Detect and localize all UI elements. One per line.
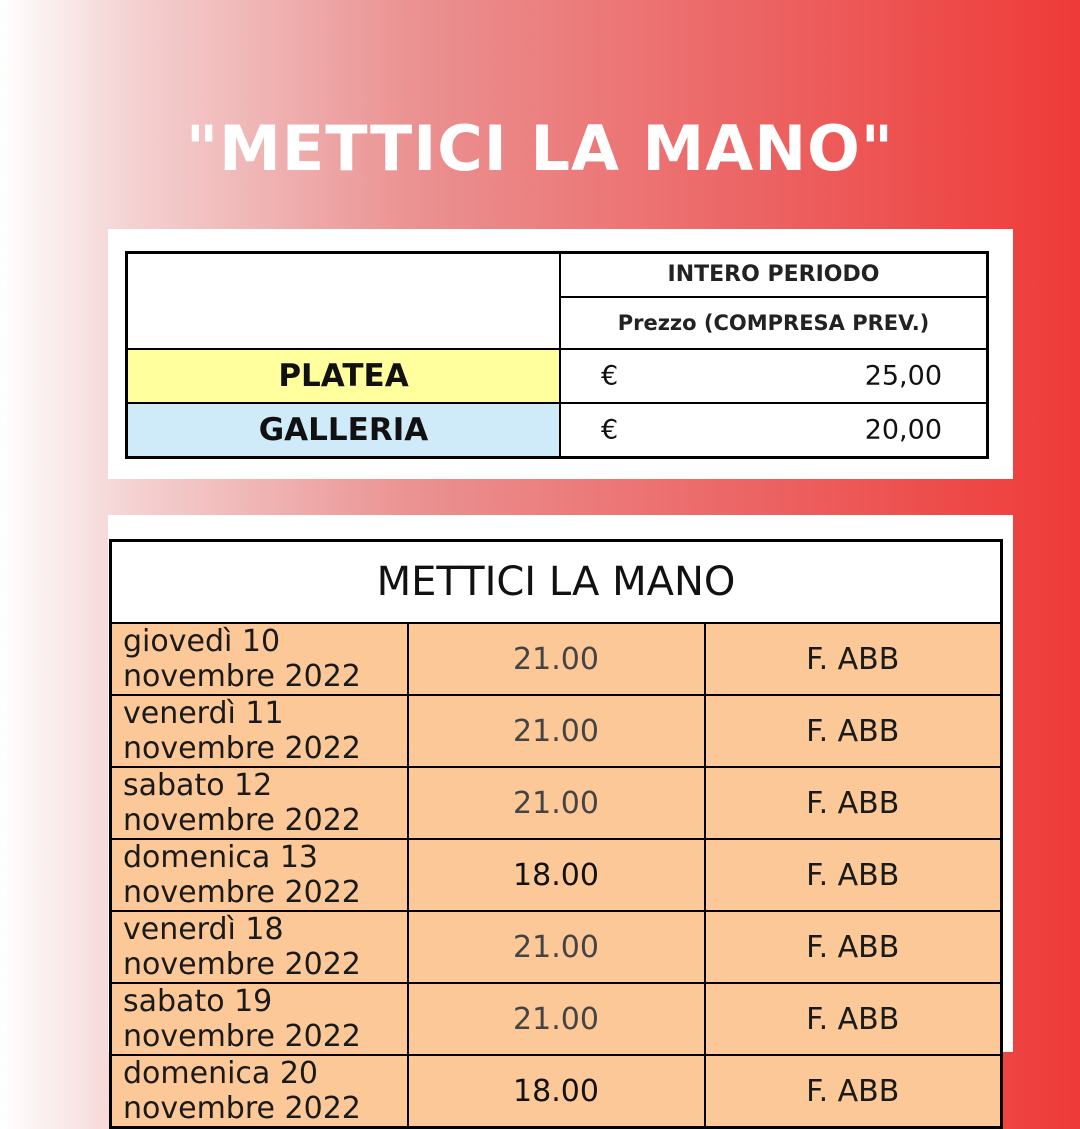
- table-row: [111, 911, 1002, 983]
- category-platea: PLATEA: [127, 349, 561, 403]
- price-subheader: Prezzo (COMPRESA PREV.): [560, 297, 988, 349]
- price-row-platea: [127, 349, 988, 403]
- performance-time: 21.00: [408, 623, 705, 695]
- performance-type: F. ABB: [705, 623, 1002, 695]
- table-row: [111, 839, 1002, 911]
- performance-date: sabato 12 novembre 2022: [111, 767, 408, 839]
- schedule-table: [109, 539, 1003, 1129]
- performance-type: F. ABB: [705, 839, 1002, 911]
- performance-time: 18.00: [408, 1055, 705, 1128]
- performance-date: giovedì 10 novembre 2022: [111, 623, 408, 695]
- performance-date: domenica 20 novembre 2022: [111, 1055, 408, 1128]
- schedule-title: METTICI LA MANO: [111, 541, 1002, 624]
- performance-time: 18.00: [408, 839, 705, 911]
- performance-type: F. ABB: [705, 983, 1002, 1055]
- performance-date: sabato 19 novembre 2022: [111, 983, 408, 1055]
- currency-symbol: €: [601, 360, 619, 392]
- page-title: "METTICI LA MANO": [185, 112, 895, 185]
- performance-type: F. ABB: [705, 695, 1002, 767]
- table-row: [111, 695, 1002, 767]
- performance-time: 21.00: [408, 983, 705, 1055]
- performance-time: 21.00: [408, 695, 705, 767]
- price-row-galleria: [127, 403, 988, 457]
- currency-symbol: €: [601, 414, 619, 446]
- price-table: [125, 251, 989, 459]
- performance-time: 21.00: [408, 911, 705, 983]
- price-amount: 25,00: [864, 360, 942, 392]
- price-header: INTERO PERIODO: [560, 253, 988, 297]
- price-amount: 20,00: [864, 414, 942, 446]
- price-platea: [560, 349, 988, 403]
- schedule-panel: [108, 515, 1013, 1126]
- price-table-corner: [127, 253, 561, 349]
- performance-type: F. ABB: [705, 767, 1002, 839]
- performance-date: venerdì 18 novembre 2022: [111, 911, 408, 983]
- table-row: [111, 767, 1002, 839]
- performance-date: venerdì 11 novembre 2022: [111, 695, 408, 767]
- performance-type: F. ABB: [705, 911, 1002, 983]
- performance-time: 21.00: [408, 767, 705, 839]
- category-galleria: GALLERIA: [127, 403, 561, 457]
- table-row: [111, 983, 1002, 1055]
- table-row: [111, 1055, 1002, 1128]
- table-row: [111, 623, 1002, 695]
- performance-type: F. ABB: [705, 1055, 1002, 1128]
- performance-date: domenica 13 novembre 2022: [111, 839, 408, 911]
- price-galleria: [560, 403, 988, 457]
- price-panel: [108, 229, 1013, 479]
